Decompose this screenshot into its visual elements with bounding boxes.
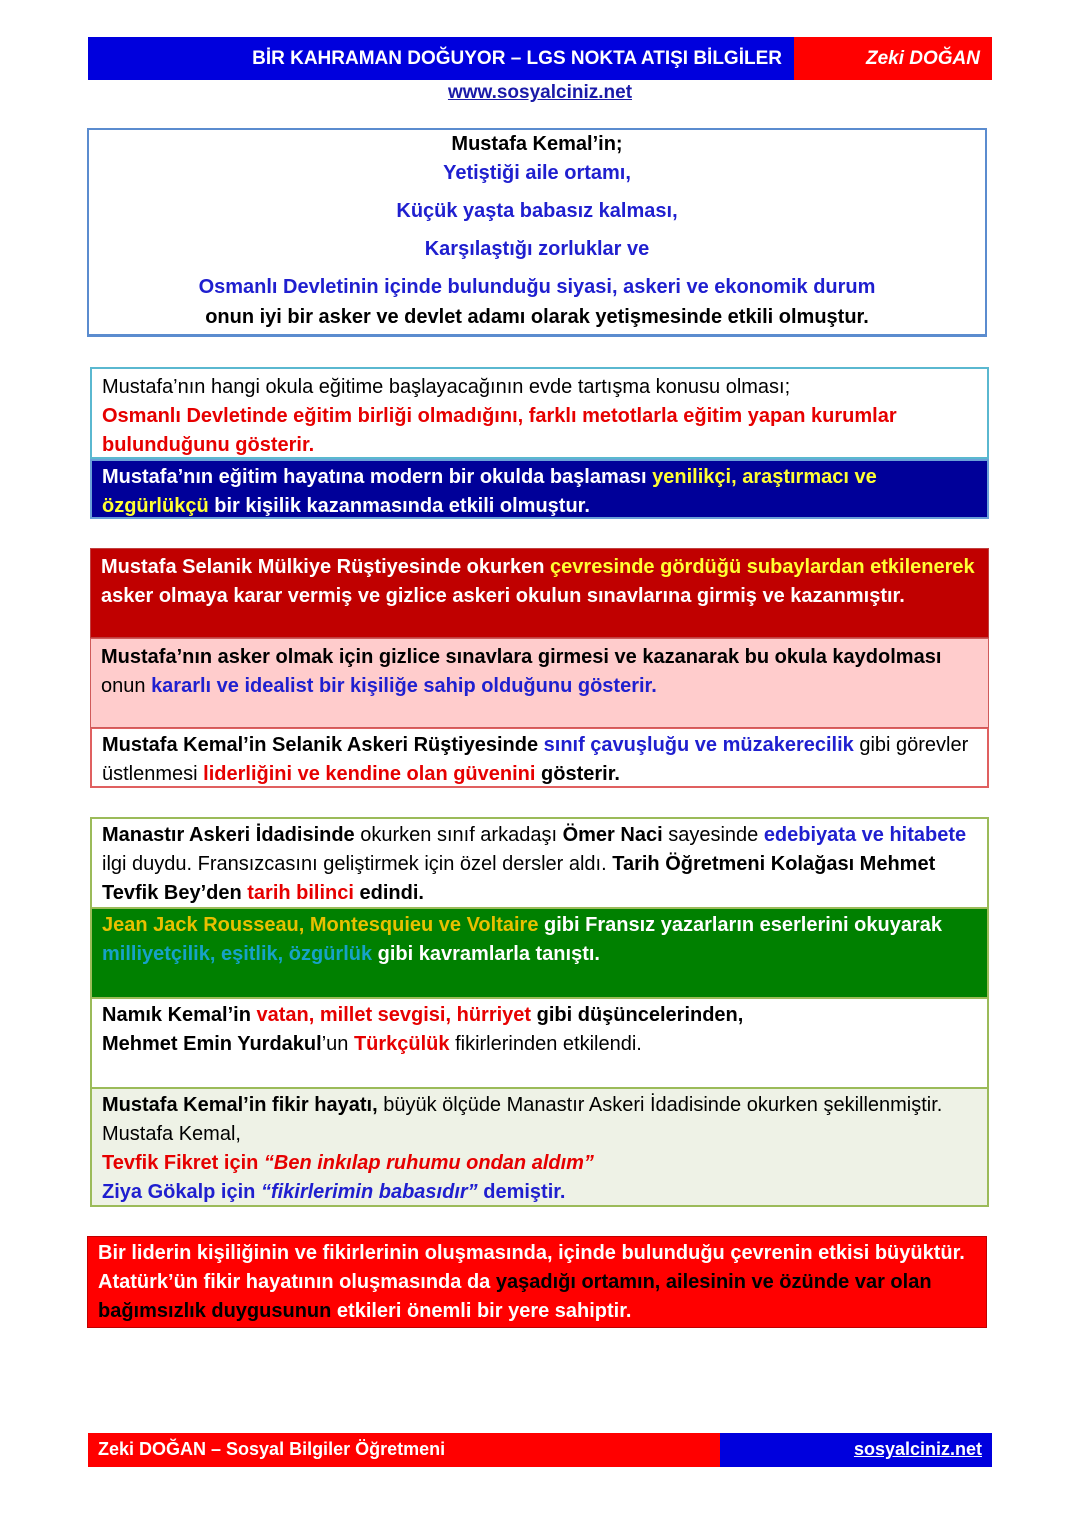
summary-text: Bir liderin kişiliğinin ve fikirlerinin oluşmasında, içinde bulunduğu çevrenin etkisi büyüktür. Atatürk’ün fikir hayatının oluşmasında da [98,1242,965,1293]
ziya-gokalp-label: Ziya Gökalp için [102,1181,261,1203]
french-writers-end: gibi kavramlarla tanıştı. [372,943,600,965]
leadership-text: gibi görevler üstlenmesi [102,734,969,785]
manastir-end: edindi. [353,882,424,904]
intro-box [87,128,987,337]
tevfik-fikret-label: Tevfik Fikret için [102,1152,264,1174]
secret-exam-box [90,638,989,728]
tevfik-fikret-quote: “Ben inkılap ruhumu ondan aldım” [263,1152,594,1174]
military-decision-end: asker olmaya karar vermiş ve gizlice askeri okulun sınavlarına girmiş ve kazanmıştır. [101,585,905,607]
manastir-text3: ilgi duydu. Fransızcasını geliştirmek için özel dersler aldı. [102,853,613,875]
thought-life-box [90,1087,989,1207]
modern-school-traits: yenilikçi, araştırmacı ve özgürlükçü [102,466,877,517]
intro-conclusion: onun iyi bir asker ve devlet adamı olarak yetişmesinde etkili olmuştur. [205,306,869,328]
military-decision-text: Mustafa Selanik Mülkiye Rüştiyesinde okurken [101,556,551,578]
manastir-teacher: Tarih Öğretmeni Kolağası Mehmet Tevfik Bey’den [102,853,936,904]
thought-life-subject: Mustafa Kemal’in fikir hayatı, [102,1094,378,1116]
yurdakul-name: Mehmet Emin Yurdakul [102,1033,322,1055]
leadership-box [90,728,989,788]
military-decision-influence: çevresinde gördüğü subaylardan etkilenerek [550,556,975,578]
summary-end: etkileri önemli bir yere sahiptir. [331,1300,632,1322]
manastir-text1: okurken sınıf arkadaşı [354,824,563,846]
namik-kemal-end: gibi düşüncelerinden, [531,1004,744,1026]
school-debate-conclusion: Osmanlı Devletinde eğitim birliği olmadığını, farklı metotlarla eğitim yapan kurumlar bulunduğunu gösterir. [102,405,897,456]
yurdakul-idea: Türkçülük [353,1033,450,1055]
manastir-friend: Ömer Naci [562,824,663,846]
namik-kemal-box [90,997,989,1089]
header-author: Zeki DOĞAN [865,48,980,69]
footer-site-link[interactable]: sosyalciniz.net [853,1439,982,1459]
thought-life-text: büyük ölçüde Manastır Askeri İdadisinde okurken şekillenmiştir. Mustafa Kemal, [102,1094,943,1145]
site-link[interactable]: www.sosyalciniz.net [447,82,633,103]
namik-kemal-name: Namık Kemal’in [102,1004,257,1026]
school-debate-text: Mustafa’nın hangi okula eğitime başlayacağının evde tartışma konusu olması; [102,376,791,398]
yurdakul-end: fikirlerinden etkilendi. [449,1033,642,1055]
secret-exam-connector: onun [101,675,152,697]
leadership-end: gösterir. [535,763,620,785]
summary-highlight: yaşadığı ortamın, ailesinin ve özünde var olan bağımsızlık duygusunun [98,1271,932,1322]
school-debate-box [90,367,989,459]
modern-school-text: Mustafa’nın eğitim hayatına modern bir okulda başlaması [102,466,653,488]
intro-item-fatherless: Küçük yaşta babasız kalması, [396,200,678,222]
intro-heading: Mustafa Kemal’in; [451,133,623,155]
yurdakul-suffix: ’un [321,1033,354,1055]
ziya-gokalp-end: demiştir. [477,1181,566,1203]
french-writers-concepts: milliyetçilik, eşitlik, özgürlük [102,943,373,965]
leadership-traits: liderliğini ve kendine olan güvenini [203,763,536,785]
modern-school-box [90,459,989,519]
french-writers-names: Jean Jack Rousseau, Montesquieu ve Voltaire [102,914,539,936]
summary-box [87,1236,987,1328]
military-decision-box [90,548,989,638]
leadership-roles: sınıf çavuşluğu ve müzakerecilik [543,734,854,756]
french-writers-box [90,907,989,999]
leadership-subject: Mustafa Kemal’in Selanik Askeri Rüştiyesinde [102,734,544,756]
manastir-interest: edebiyata ve hitabete [763,824,967,846]
namik-kemal-ideas: vatan, millet sevgisi, hürriyet [256,1004,532,1026]
secret-exam-text: Mustafa’nın asker olmak için gizlice sınavlara girmesi ve kazanarak bu okula kaydolması [101,646,942,668]
manastir-school: Manastır Askeri İdadisinde [102,824,355,846]
intro-item-ottoman: Osmanlı Devletinin içinde bulunduğu siyasi, askeri ve ekonomik durum [198,276,876,298]
intro-item-family: Yetiştiği aile ortamı, [443,162,631,184]
intro-item-difficulties: Karşılaştığı zorluklar ve [424,238,650,260]
manastir-history: tarih bilinci [247,882,354,904]
ziya-gokalp-quote: “fikirlerimin babasıdır” [260,1181,478,1203]
modern-school-end: bir kişilik kazanmasında etkili olmuştur. [208,495,590,517]
footer-author: Zeki DOĞAN – Sosyal Bilgiler Öğretmeni [98,1439,446,1459]
manastir-box [90,817,989,909]
header-title: BİR KAHRAMAN DOĞUYOR – LGS NOKTA ATIŞI BİLGİLER [252,48,782,69]
manastir-text2: sayesinde [662,824,764,846]
secret-exam-conclusion: kararlı ve idealist bir kişiliğe sahip olduğunu gösterir. [151,675,657,697]
french-writers-text: gibi Fransız yazarların eserlerini okuyarak [538,914,942,936]
